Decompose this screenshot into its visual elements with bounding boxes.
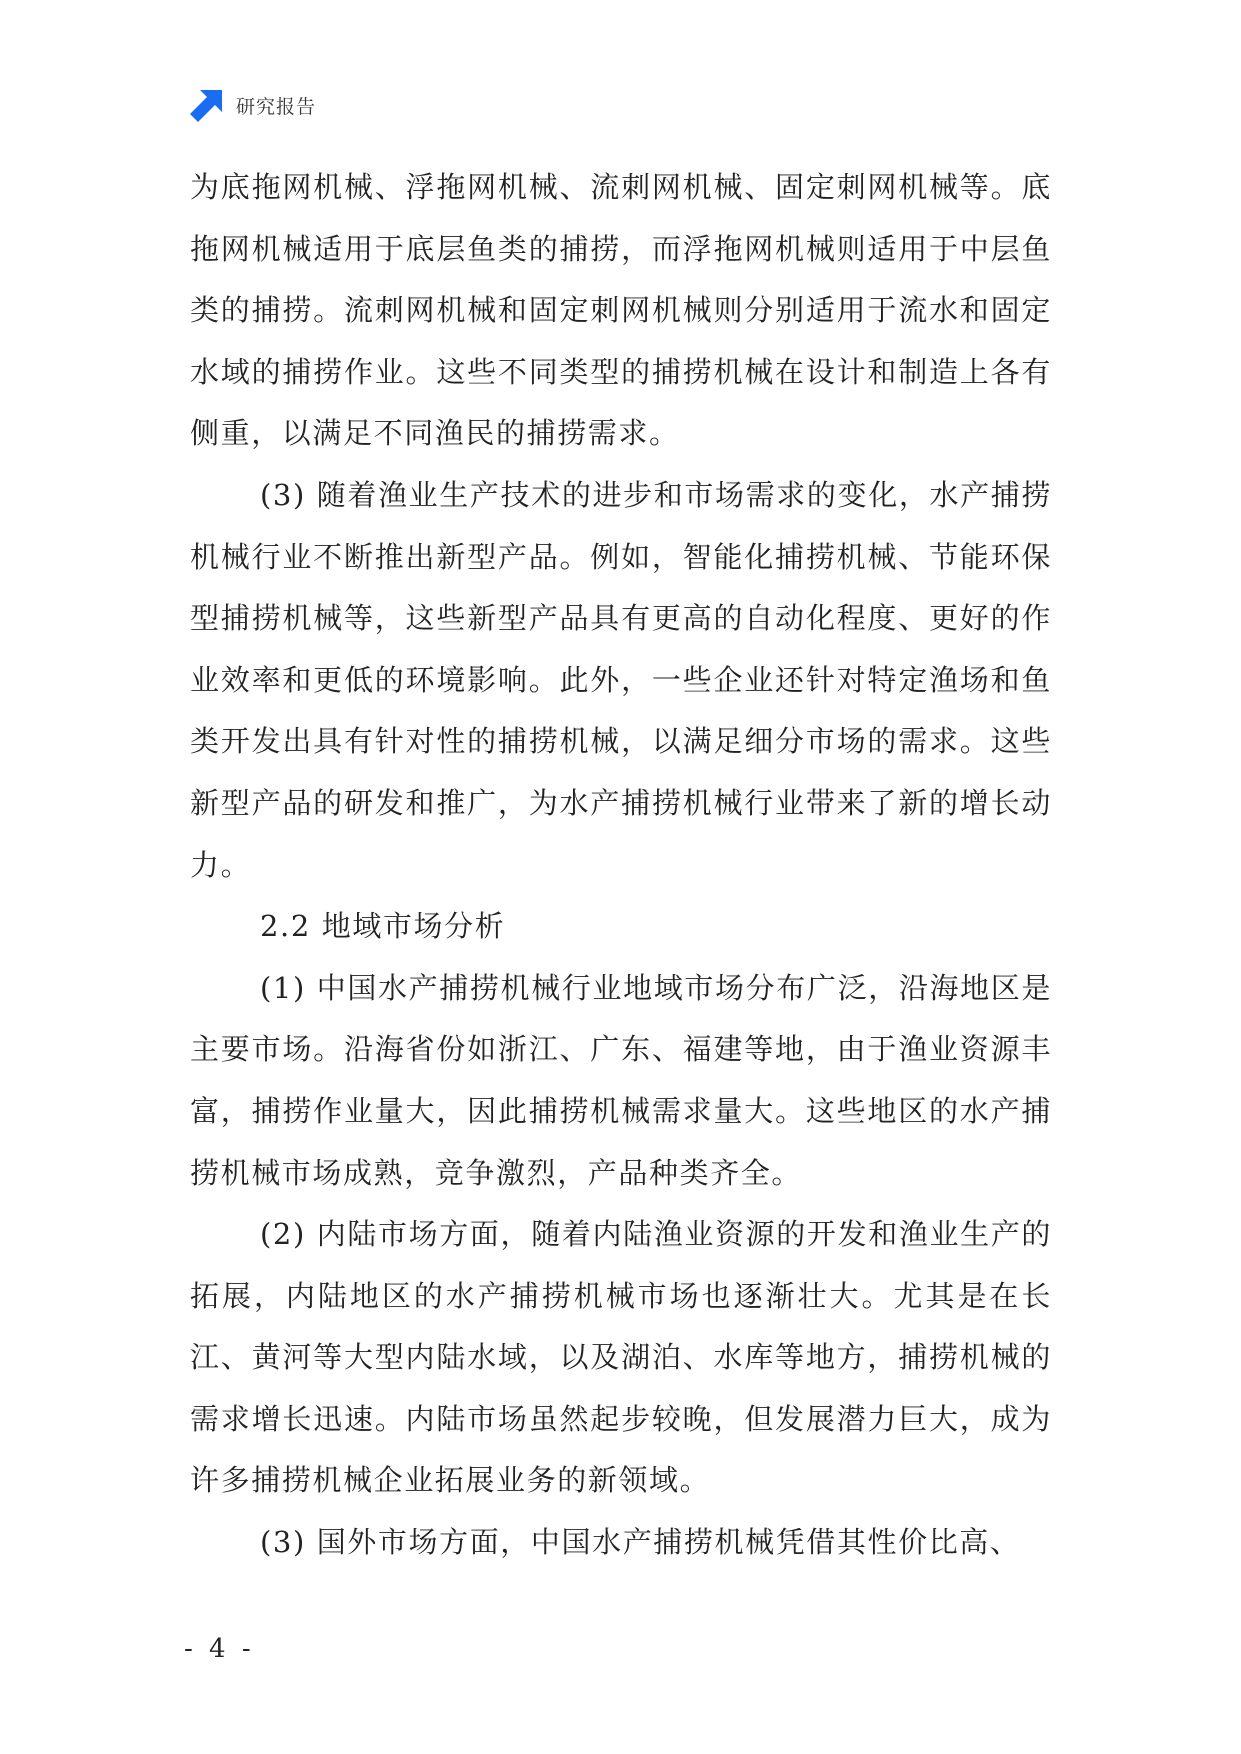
paragraph-inland-market: (2) 内陆市场方面，随着内陆渔业资源的开发和渔业生产的拓展，内陆地区的水产捕捞机械市场也逐渐壮大。尤其是在长江、黄河等大型内陆水域，以及湖泊、水库等地方，捕捞机械的需求增长迅速。内陆市场虽然起步较晚，但发展潜力巨大，成为许多捕捞机械企业拓展业务的新领域。: [190, 1217, 1052, 1498]
paragraph-new-products: (3) 随着渔业生产技术的进步和市场需求的变化，水产捕捞机械行业不断推出新型产品。例如，智能化捕捞机械、节能环保型捕捞机械等，这些新型产品具有更高的自动化程度、更好的作业效率和更低的环境影响。此外，一些企业还针对特定渔场和鱼类开发出具有针对性的捕捞机械，以满足细分市场的需求。这些新型产品的研发和推广，为水产捕捞机械行业带来了新的增长动力。: [190, 477, 1052, 882]
page-header: [190, 88, 316, 122]
page-number: - 4 -: [184, 1634, 255, 1664]
paragraph-foreign-market: (3) 国外市场方面，中国水产捕捞机械凭借其性价比高、: [260, 1525, 1021, 1560]
paragraph-fishing-machinery-types: 为底拖网机械、浮拖网机械、流刺网机械、固定刺网机械等。底拖网机械适用于底层鱼类的捕捞，而浮拖网机械则适用于中层鱼类的捕捞。流刺网机械和固定刺网机械则分别适用于流水和固定水域的捕捞作业。这些不同类型的捕捞机械在设计和制造上各有侧重，以满足不同渔民的捕捞需求。: [190, 170, 1052, 451]
document-body: [190, 157, 1052, 1574]
header-title: 研究报告: [236, 95, 317, 118]
paragraph-coastal-market: (1) 中国水产捕捞机械行业地域市场分布广泛，沿海地区是主要市场。沿海省份如浙江、广东、福建等地，由于渔业资源丰富，捕捞作业量大，因此捕捞机械需求量大。这些地区的水产捕捞机械市场成熟，竞争激烈，产品种类齐全。: [190, 970, 1052, 1190]
section-heading-regional-market: 2.2 地域市场分析: [260, 909, 506, 944]
arrow-up-right-icon: [190, 88, 224, 122]
